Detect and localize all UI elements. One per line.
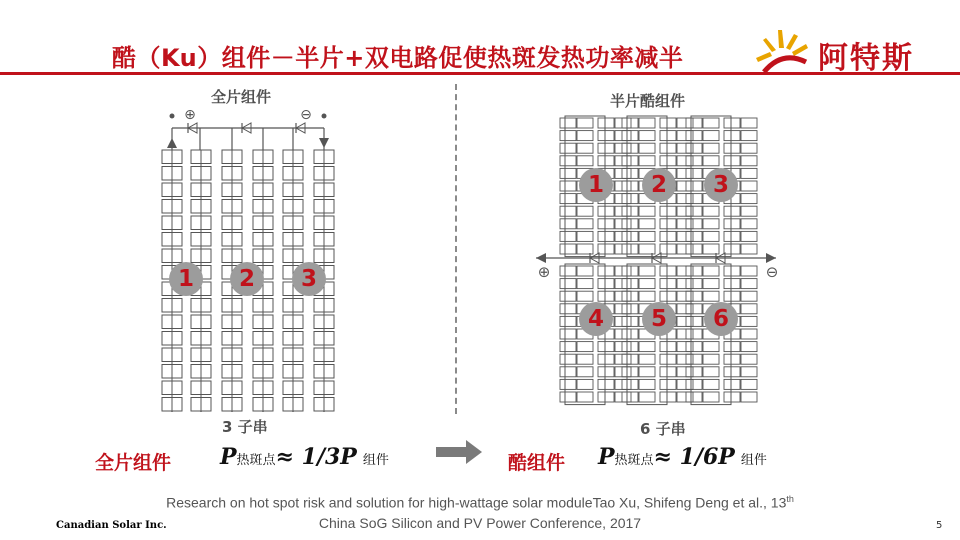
right-panel-title: 半片酷组件 [610,92,686,110]
right-substring-badge-5: 5 [642,302,676,336]
half-solar-cell [560,291,576,301]
half-solar-cell [639,219,655,229]
half-solar-cell [741,206,757,216]
half-solar-cell [615,181,631,191]
half-solar-cell [560,379,576,389]
half-solar-cell [622,156,638,166]
half-solar-cell [577,342,593,352]
half-solar-cell [622,342,638,352]
half-solar-cell [560,244,576,254]
half-solar-cell [686,266,702,276]
half-solar-cell [639,342,655,352]
half-solar-cell [598,279,614,289]
half-solar-cell [686,194,702,204]
half-solar-cell [724,156,740,166]
half-solar-cell [660,367,676,377]
half-solar-cell [724,143,740,153]
half-solar-cell [577,266,593,276]
ku-module-formula [598,444,767,470]
half-solar-cell [639,291,655,301]
half-solar-cell [639,231,655,241]
half-solar-cell [598,392,614,402]
half-solar-cell [560,181,576,191]
half-solar-cell [660,354,676,364]
half-solar-cell [622,206,638,216]
left-substring-badge-3: 3 [292,262,326,296]
half-solar-cell [660,231,676,241]
half-solar-cell [686,181,702,191]
half-solar-cell [703,244,719,254]
citation-superscript: th [786,494,794,504]
half-solar-cell [741,143,757,153]
half-solar-cell [724,291,740,301]
half-solar-cell [741,392,757,402]
half-solar-cell [577,367,593,377]
half-solar-cell [577,118,593,128]
ku-module-label: 酷组件 [508,452,566,474]
minus-terminal-icon: ⊖ [765,263,779,281]
half-solar-cell [724,219,740,229]
half-solar-cell [598,342,614,352]
half-solar-cell [686,354,702,364]
half-solar-cell [622,316,638,326]
full-module-formula [220,444,389,470]
minus-terminal-icon: ⊖ [300,107,312,123]
half-solar-cell [741,379,757,389]
half-solar-cell [741,181,757,191]
half-solar-cell [560,168,576,178]
half-solar-cell [741,231,757,241]
half-solar-cell [560,206,576,216]
half-solar-cell [560,392,576,402]
half-solar-cell [622,367,638,377]
half-solar-cell [615,244,631,254]
half-solar-cell [622,279,638,289]
half-solar-cell [724,342,740,352]
half-solar-cell [741,266,757,276]
company-name: Canadian Solar Inc. [56,520,167,531]
panel-divider [455,84,457,414]
half-solar-cell [615,231,631,241]
half-solar-cell [741,156,757,166]
half-solar-cell [560,156,576,166]
right-substring-badge-4: 4 [579,302,613,336]
formula-power-symbol: P [598,444,615,470]
half-solar-cell [615,168,631,178]
half-solar-cell [598,156,614,166]
half-solar-cell [741,279,757,289]
half-solar-cell [598,219,614,229]
half-solar-cell [577,291,593,301]
half-solar-cell [615,156,631,166]
half-solar-cell [577,131,593,141]
half-solar-cell [724,279,740,289]
half-solar-cell [639,118,655,128]
half-solar-cell [660,392,676,402]
half-solar-cell [577,244,593,254]
half-solar-cell [639,156,655,166]
half-solar-cell [560,367,576,377]
right-substring-badge-2: 2 [642,168,676,202]
half-solar-cell [577,379,593,389]
half-cell-module-diagram [530,110,790,410]
half-solar-cell [615,279,631,289]
half-solar-cell [660,244,676,254]
half-solar-cell [622,304,638,314]
half-solar-cell [703,118,719,128]
half-solar-cell [741,304,757,314]
half-solar-cell [598,231,614,241]
half-solar-cell [660,206,676,216]
half-solar-cell [560,266,576,276]
half-solar-cell [639,279,655,289]
formula-subscript: 热斑点 [236,453,276,468]
half-solar-cell [686,219,702,229]
half-solar-cell [622,181,638,191]
half-solar-cell [560,316,576,326]
half-solar-cell [686,279,702,289]
half-solar-cell [622,231,638,241]
half-solar-cell [703,131,719,141]
half-solar-cell [724,118,740,128]
half-solar-cell [703,342,719,352]
citation-line-2: China SoG Silicon and PV Power Conference, 2017 [318,514,642,531]
half-solar-cell [577,156,593,166]
half-solar-cell [686,206,702,216]
left-terminal-arrow [167,138,177,148]
half-solar-cell [577,279,593,289]
plus-terminal-icon: ⊕ [184,107,196,123]
half-solar-cell [560,118,576,128]
half-solar-cell [724,244,740,254]
formula-power-symbol: P [220,444,237,470]
half-solar-cell [660,379,676,389]
minus-node [322,114,327,119]
half-solar-cell [703,279,719,289]
half-solar-cell [703,354,719,364]
left-substring-count: 3 子串 [222,418,268,436]
half-solar-cell [560,304,576,314]
half-solar-cell [615,266,631,276]
half-solar-cell [560,329,576,339]
half-solar-cell [622,379,638,389]
half-solar-cell [686,291,702,301]
half-solar-cell [598,118,614,128]
half-solar-cell [703,231,719,241]
half-solar-cell [622,118,638,128]
left-panel-title: 全片组件 [211,88,272,106]
half-solar-cell [741,194,757,204]
half-solar-cell [615,316,631,326]
half-solar-cell [615,379,631,389]
half-solar-cell [703,266,719,276]
half-solar-cell [615,118,631,128]
half-solar-cell [622,244,638,254]
half-solar-cell [639,143,655,153]
right-substring-badge-6: 6 [704,302,738,336]
brand-name: 阿特斯 [818,41,914,76]
full-module-label: 全片组件 [95,452,172,474]
half-solar-cell [660,156,676,166]
half-solar-cell [598,143,614,153]
left-substring-badge-2: 2 [230,262,264,296]
half-solar-cell [560,194,576,204]
half-solar-cell [560,143,576,153]
half-solar-cell [703,219,719,229]
half-solar-cell [741,244,757,254]
half-solar-cell [639,367,655,377]
half-solar-cell [703,143,719,153]
half-solar-cell [560,219,576,229]
half-solar-cell [686,392,702,402]
half-solar-cell [660,131,676,141]
half-solar-cell [577,219,593,229]
half-solar-cell [622,194,638,204]
half-solar-cell [639,206,655,216]
half-solar-cell [560,279,576,289]
half-solar-cell [598,244,614,254]
half-solar-cell [660,291,676,301]
right-arrow-icon [436,440,482,464]
plus-terminal-icon: ⊕ [537,263,551,281]
half-solar-cell [560,231,576,241]
formula-tail: 组件 [740,453,767,468]
half-solar-cell [686,244,702,254]
half-solar-cell [741,219,757,229]
half-solar-cell [639,392,655,402]
half-solar-cell [615,342,631,352]
citation-line-1: Research on hot spot risk and solution for high-wattage solar moduleTao Xu, Shifeng Deng et al., 13 [166,494,787,511]
formula-subscript: 热斑点 [614,453,654,468]
half-solar-cell [639,244,655,254]
half-solar-cell [598,291,614,301]
page-number: 5 [936,520,943,531]
half-solar-cell [686,329,702,339]
half-solar-cell [639,266,655,276]
half-solar-cell [622,168,638,178]
half-solar-cell [622,219,638,229]
half-solar-cell [622,131,638,141]
half-solar-cell [686,168,702,178]
half-solar-cell [615,206,631,216]
half-solar-cell [686,143,702,153]
half-solar-cell [622,143,638,153]
right-terminal-arrow [319,138,329,148]
half-solar-cell [615,392,631,402]
half-solar-cell [560,131,576,141]
full-cell-module-diagram [150,102,350,412]
half-solar-cell [598,379,614,389]
half-solar-cell [615,219,631,229]
half-solar-cell [686,131,702,141]
half-solar-cell [615,304,631,314]
half-solar-cell [598,367,614,377]
half-solar-cell [615,354,631,364]
half-solar-cell [598,206,614,216]
half-solar-cell [577,206,593,216]
half-solar-cell [724,379,740,389]
half-solar-cell [686,231,702,241]
half-solar-cell [560,354,576,364]
half-solar-cell [686,118,702,128]
half-solar-cell [741,316,757,326]
half-solar-cell [622,291,638,301]
half-solar-cell [615,131,631,141]
half-solar-cell [560,342,576,352]
formula-rhs: ≈ 1/6P [653,444,735,470]
half-solar-cell [660,279,676,289]
half-solar-cell [615,367,631,377]
half-solar-cell [660,118,676,128]
citation [40,489,920,533]
formula-tail: 组件 [362,453,389,468]
half-solar-cell [577,392,593,402]
half-solar-cell [686,342,702,352]
half-solar-cell [703,156,719,166]
half-solar-cell [724,266,740,276]
slide-title: 酷（Ku）组件－半片+双电路促使热斑发热功率减半 [112,44,684,72]
right-substring-badge-3: 3 [704,168,738,202]
half-solar-cell [686,316,702,326]
half-solar-cell [741,329,757,339]
half-solar-cell [598,131,614,141]
half-solar-cell [724,392,740,402]
half-solar-cell [622,266,638,276]
right-terminal-arrow [766,253,776,263]
right-substring-count: 6 子串 [640,420,686,438]
half-solar-cell [686,367,702,377]
half-solar-cell [577,354,593,364]
half-solar-cell [660,266,676,276]
formula-rhs: ≈ 1/3P [275,444,357,470]
half-solar-cell [622,392,638,402]
half-solar-cell [741,291,757,301]
half-solar-cell [639,379,655,389]
half-solar-cell [598,266,614,276]
half-solar-cell [741,354,757,364]
half-solar-cell [615,329,631,339]
half-solar-cell [686,379,702,389]
half-solar-cell [686,156,702,166]
half-solar-cell [639,354,655,364]
half-solar-cell [703,379,719,389]
half-solar-cell [660,219,676,229]
half-solar-cell [741,367,757,377]
half-solar-cell [724,231,740,241]
right-substring-badge-1: 1 [579,168,613,202]
half-solar-cell [703,206,719,216]
half-solar-cell [724,206,740,216]
half-solar-cell [660,143,676,153]
half-solar-cell [577,143,593,153]
half-solar-cell [622,354,638,364]
half-solar-cell [622,329,638,339]
half-solar-cell [741,118,757,128]
half-solar-cell [615,291,631,301]
half-solar-cell [660,342,676,352]
plus-node [170,114,175,119]
half-solar-cell [724,367,740,377]
half-solar-cell [686,304,702,314]
half-solar-cell [703,291,719,301]
half-solar-cell [577,231,593,241]
half-solar-cell [615,143,631,153]
half-solar-cell [724,354,740,364]
half-solar-cell [724,131,740,141]
left-substring-badge-1: 1 [169,262,203,296]
half-solar-cell [741,131,757,141]
half-solar-cell [598,354,614,364]
half-solar-cell [741,168,757,178]
half-solar-cell [615,194,631,204]
half-solar-cell [703,392,719,402]
half-solar-cell [741,342,757,352]
half-solar-cell [703,367,719,377]
half-solar-cell [639,131,655,141]
left-terminal-arrow [536,253,546,263]
